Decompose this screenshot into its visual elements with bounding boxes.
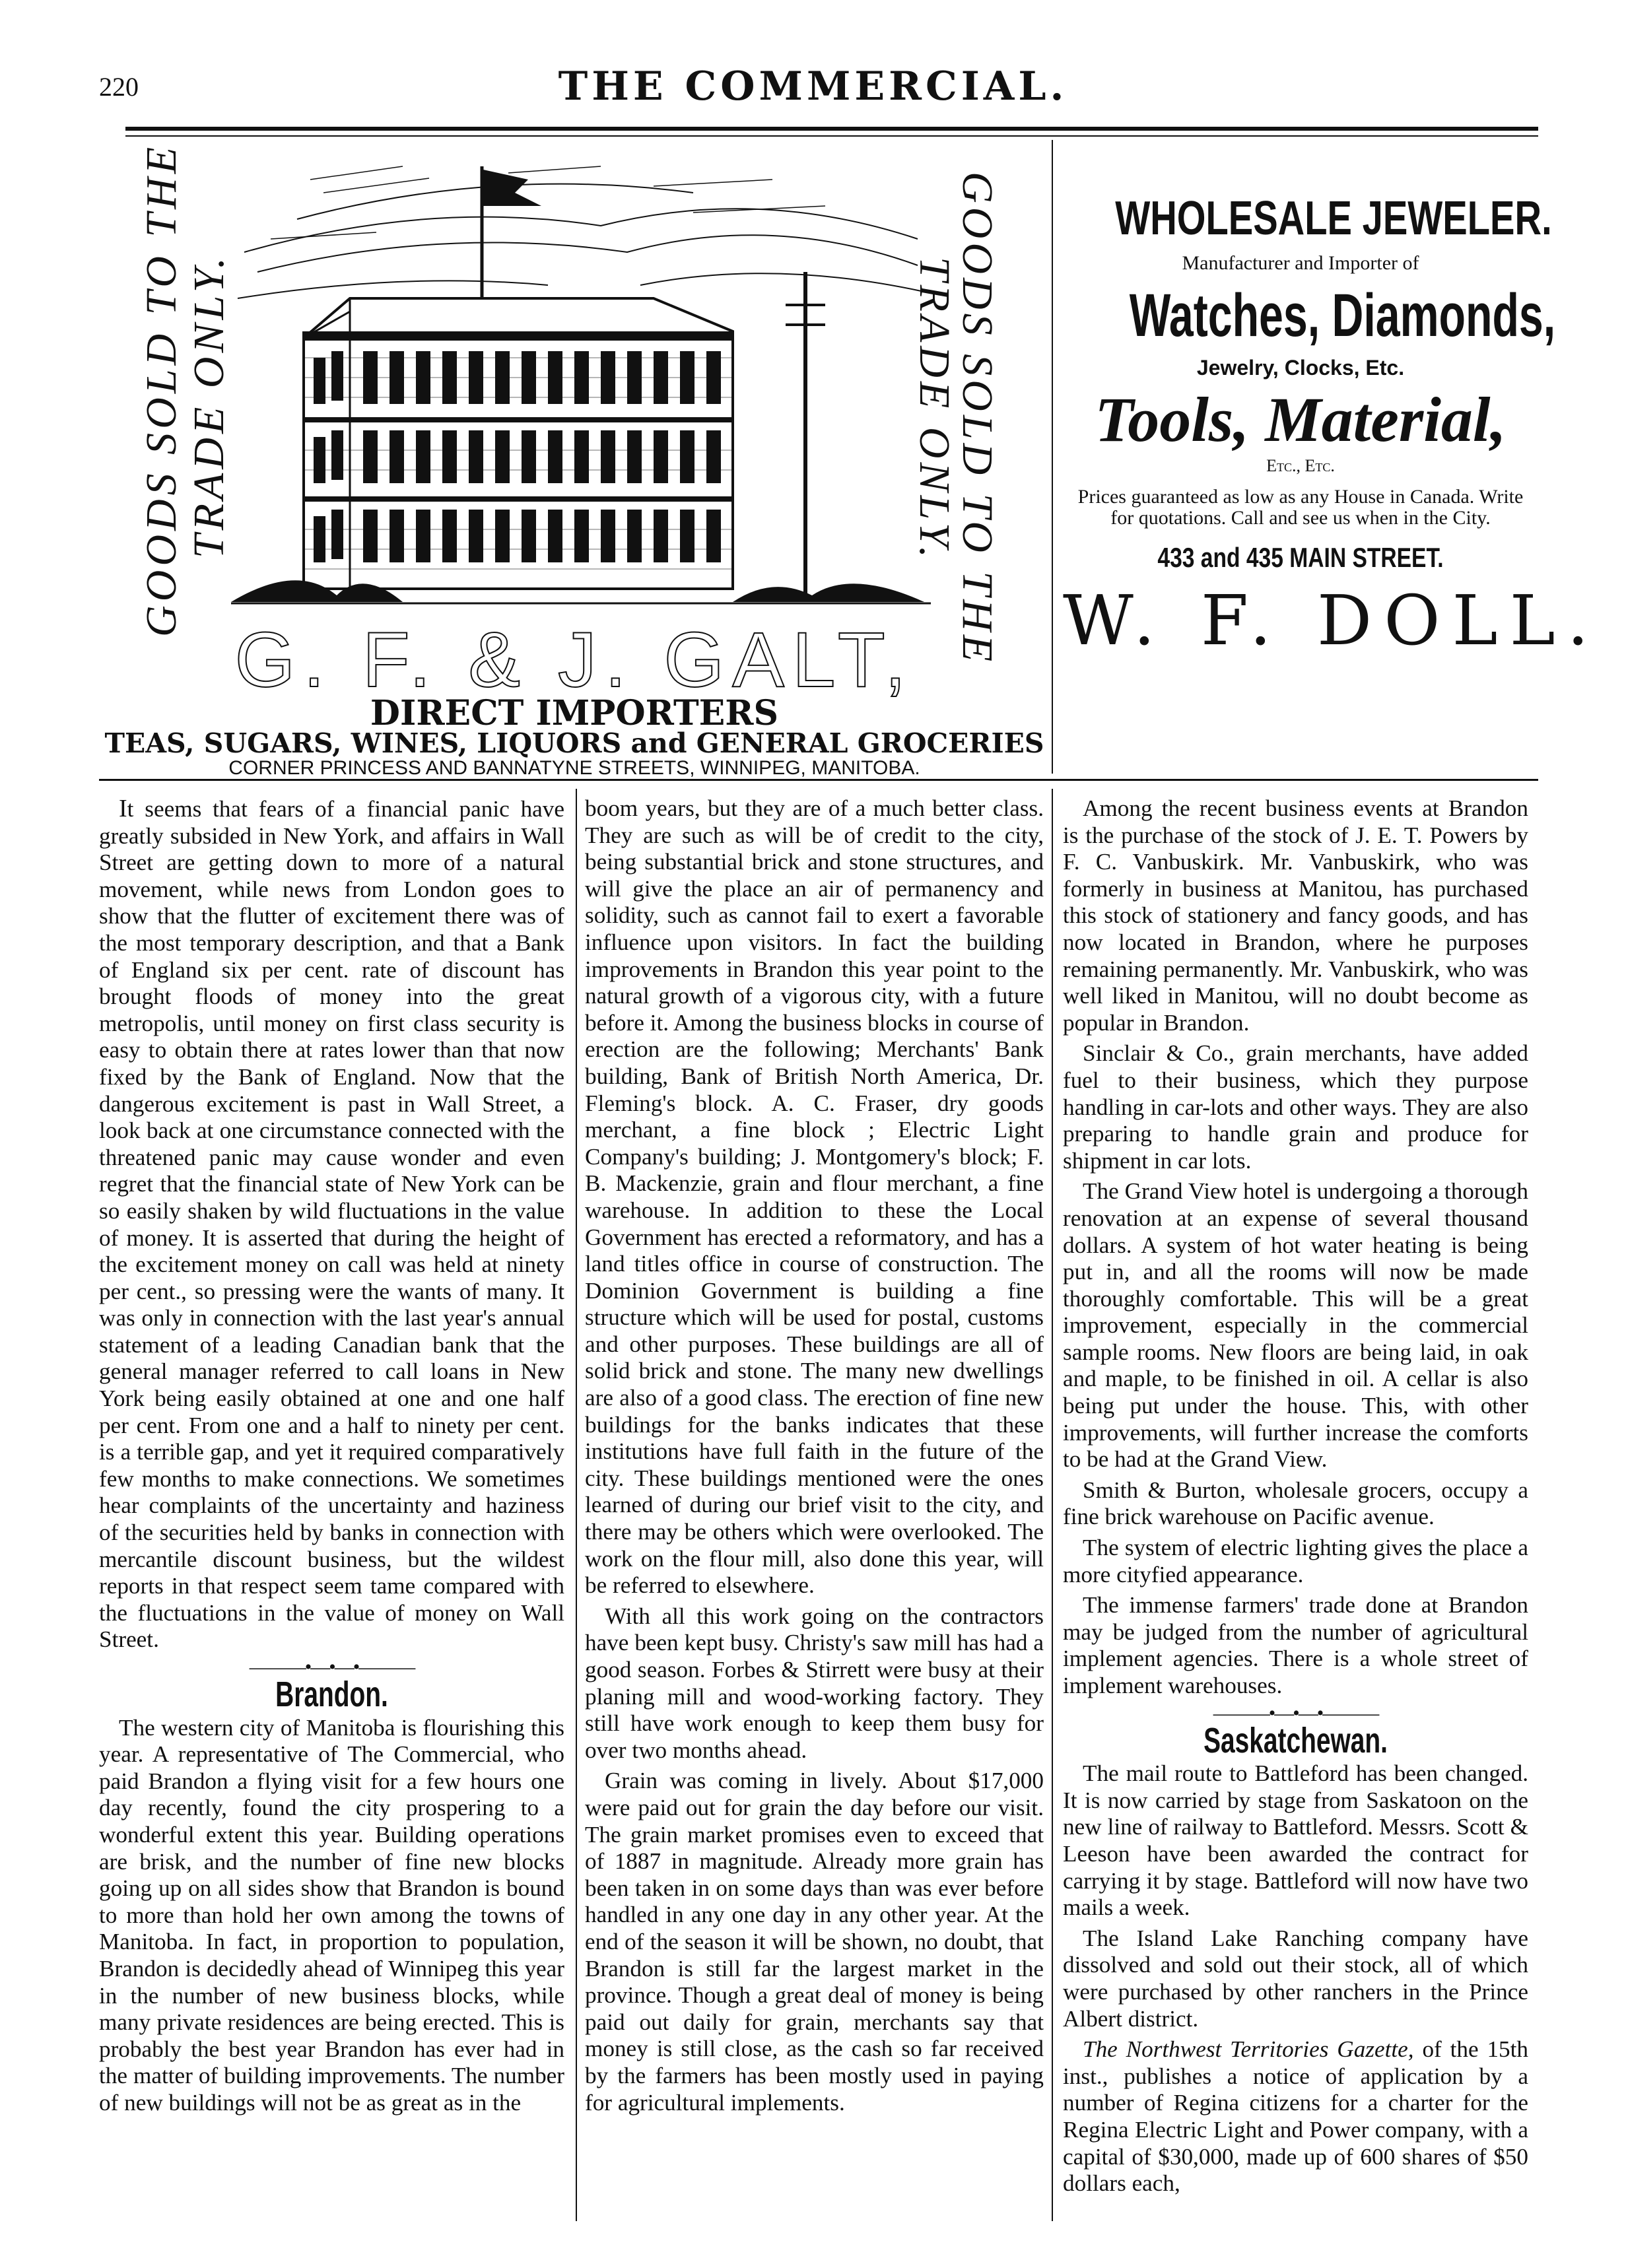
galt-advertisement [99, 140, 1050, 779]
side-text-left-1: GOODS SOLD TO THE [137, 143, 186, 637]
doll-jewelry-clocks: Jewelry, Clocks, Etc. [1196, 356, 1405, 380]
header-rule-thin [125, 135, 1538, 137]
galt-firm-name: G. F. & J. GALT, [234, 617, 914, 704]
brandon-hotel-paragraph: The Grand View hotel is undergoing a thorough renovation at an expense of several thousand dollars. A system of hot water heating is being put in, and all the rooms will now be made thoroughly comfortable. This will be a great improvement, especially in the commercial sample rooms. New floors are being laid, in oak and maple, to be finished in oil. A cellar is also being put under the house. This, with other improvements, will further increase the comforts to be had at the Grand View. [1063, 1178, 1528, 1473]
brandon-smith-burton-paragraph: Smith & Burton, wholesale grocers, occupy a fine brick warehouse on Pacific avenue. [1063, 1477, 1528, 1530]
side-text-right-2: TRADE ONLY. [910, 256, 959, 562]
section-heading-saskatchewan: Saskatchewan. [1203, 1720, 1388, 1760]
galt-line-products: TEAS, SUGARS, WINES, LIQUORS and GENERAL GROCERIES [104, 727, 1044, 759]
warehouse-engraving [231, 140, 931, 615]
doll-tools-material: Tools, Material, [1095, 384, 1507, 455]
doll-title: WHOLESALE JEWELER. [1115, 192, 1552, 245]
doll-etc: Etc., Etc. [1266, 456, 1335, 475]
masthead-title: THE COMMERCIAL. [558, 63, 1068, 110]
article-column-3 [1063, 795, 1528, 2201]
doll-name: W. F. DOLL. [1063, 580, 1601, 661]
saskatchewan-ranching-paragraph: The Island Lake Ranching company have dissolved and sold out their stock, all of which were purchased by other ranchers in the Prince Albert district. [1063, 1925, 1528, 2032]
brandon-vanbuskirk-paragraph: Among the recent business events at Brandon is the purchase of the stock of J. E. T. Powers by F. C. Vanbuskirk. Mr. Vanbuskirk, who was formerly in business at Manitou, has purchased this stock of stationery and fancy goods, and has now located in Brandon, where he purposes remaining permanently. Mr. Vanbuskirk, who was well liked in Manitou, will no doubt become as popular in Brandon. [1063, 795, 1528, 1036]
side-text-right-1: GOODS SOLD TO THE [953, 172, 1001, 666]
column-separator-2 [1052, 789, 1053, 2221]
page-number: 220 [99, 72, 139, 102]
saskatchewan-gazette-paragraph [1063, 2036, 1528, 2197]
doll-advertisement [1063, 191, 1601, 772]
article-financial-paragraph: It seems that fears of a financial panic have greatly subsided in New York, and affairs in Wall Street are getting down to more of a natural movement, while news from London goes to show that the flutter of excitement there was of the most temporary description, and that a Bank of England six per cent. rate of discount has brought floods of money into the great metropolis, until money on first class security is easy to obtain there at rates lower than that now fixed by the Bank of England. Now that the dangerous excitement is past in Wall Street, a look back at one circumstance connected with the threatened panic may cause wonder and even regret that the financial state of New York can be so easily shaken by wild fluctuations in the value of money. It is asserted that during the height of the excitement money on call was held at ninety per cent., so pressing were the wants of many. It was only in connection with the last year's annual statement of a leading Canadian bank that the general manager referred to call loans in New York being easily obtained at one and one half per cent. From one and a half to ninety per cent. is a terrible gap, and yet it required comparatively few months to make connections. We sometimes hear complaints of the uncertainty and haziness of the securities held by banks in connection with mercantile discount business, but the wildest reports in that respect seem tame compared with the fluctuations in the value of money on Wall Street. [99, 795, 564, 1653]
gazette-text: of the 15th inst., publishes a notice of application by a number of Regina citizens for a charter for the Regina Electric Light and Power company, with a capital of $30,000, made up of 600 shares of $50 dollars each, [1063, 2036, 1528, 2197]
brandon-grain-paragraph: Grain was coming in lively. About $17,000 were paid out for grain the day before our visit. The grain market promises even to exceed that of 1887 in magnitude. Already more grain has been taken in on some days than was ever before handled in any one day in any other year. At the end of the season it will be shown, no doubt, that Brandon is still far the largest market in the province. Though a great deal of money is being paid out daily for grain, merchants say that money is still close, as the cash so far received by the farmers has been mostly used in paying for agricultural implements. [585, 1768, 1044, 2116]
section-heading-brandon: Brandon. [275, 1675, 388, 1714]
brandon-paragraph-2: boom years, but they are of a much better class. They are such as will be of credit to the city, being substantial brick and stone structures, and will give the place an air of permanency and solidity, such as cannot fail to exert a favorable influence upon visitors. In fact the building improvements in Brandon this year point to the natural growth of a vigorous city, with a future before it. Among the business blocks in course of erection are the following; Merchants' Bank building, Bank of British North America, Dr. Fleming's block. A. C. Fraser, dry goods merchant, a fine block ; Electric Light Company's building; J. Montgomery's block; F. B. Mackenzie, grain and flour merchant, a fine warehouse. In addition to these the Local Government has erected a reformatory, and has a land titles office in course of construction. The Dominion Government is building a fine structure which will be used for postal, customs and other purposes. These buildings are all of solid brick and stone. The many new dwellings are also of a good class. The erection of fine new buildings for the banks indicates that these institutions have full faith in the future of the city. These buildings mentioned were the ones learned of during our brief visit to the city, and there may be others which were overlooked. The work on the flour mill, also done this year, will be referred to elsewhere. [585, 795, 1044, 1599]
column-separator-1 [576, 789, 577, 2221]
brandon-lighting-paragraph: The system of electric lighting gives the place a more cityfied appearance. [1063, 1535, 1528, 1587]
brandon-paragraph-1: The western city of Manitoba is flourishing this year. A representative of The Commercial, who paid Brandon a flying visit for a few hours one day recently, found the city prospering to a wonderful extent this year. Building operations are brisk, and the number of fine new blocks going up on all sides show that Brandon is bound to more than hold her own among the towns of Manitoba. In fact, in proportion to population, Brandon is decidedly ahead of Winnipeg this year in the number of new business blocks, while many private residences are being erected. This is probably the best year Brandon has ever had in the matter of building improvements. The number of new buildings will not be as great as in the [99, 1714, 564, 2116]
ad-separator [1052, 140, 1053, 774]
section-ornament-2: ———•—•—•——— [1213, 1702, 1378, 1724]
doll-watches-diamonds: Watches, Diamonds, [1129, 282, 1556, 349]
header-rule [125, 127, 1538, 131]
ads-bottom-rule [99, 779, 1538, 781]
brandon-sinclair-paragraph: Sinclair & Co., grain merchants, have added fuel to their business, which they purpose handling in car-lots and other ways. They are also preparing to handle grain and produce for shipment in car lots. [1063, 1040, 1528, 1174]
saskatchewan-mail-paragraph: The mail route to Battleford has been changed. It is now carried by stage from Saskatoon on the new line of railway to Battleford. Messrs. Scott & Leeson have been awarded the contract for carrying it by stage. Battleford will now have two mails a week. [1063, 1760, 1528, 1921]
brandon-implements-paragraph: The immense farmers' trade done at Brandon may be judged from the number of agricultural implement agencies. There is a whole street of implement warehouses. [1063, 1592, 1528, 1698]
article-column-1 [99, 795, 564, 2121]
section-ornament: ———•—•—•——— [249, 1656, 415, 1678]
doll-subtitle: Manufacturer and Importer of [1182, 252, 1419, 274]
galt-line-address: CORNER PRINCESS AND BANNATYNE STREETS, WINNIPEG, MANITOBA. [228, 757, 920, 779]
doll-prices-text: Prices guaranteed as low as any House in Canada. Write for quotations. Call and see us when in the City. [1077, 486, 1524, 529]
doll-address: 433 and 435 MAIN STREET. [1157, 542, 1444, 573]
gazette-title: The Northwest Territories Gazette, [1083, 2036, 1414, 2063]
article-column-2 [585, 795, 1044, 2120]
galt-line-direct-importers: DIRECT IMPORTERS [370, 693, 779, 733]
side-text-left-2: TRADE ONLY. [185, 253, 233, 559]
brandon-contractors-paragraph: With all this work going on the contractors have been kept busy. Christy's saw mill has had a good season. Forbes & Stirrett were busy at their planing mill and wood-working factory. They still have work enough to keep them busy for over two months ahead. [585, 1603, 1044, 1763]
